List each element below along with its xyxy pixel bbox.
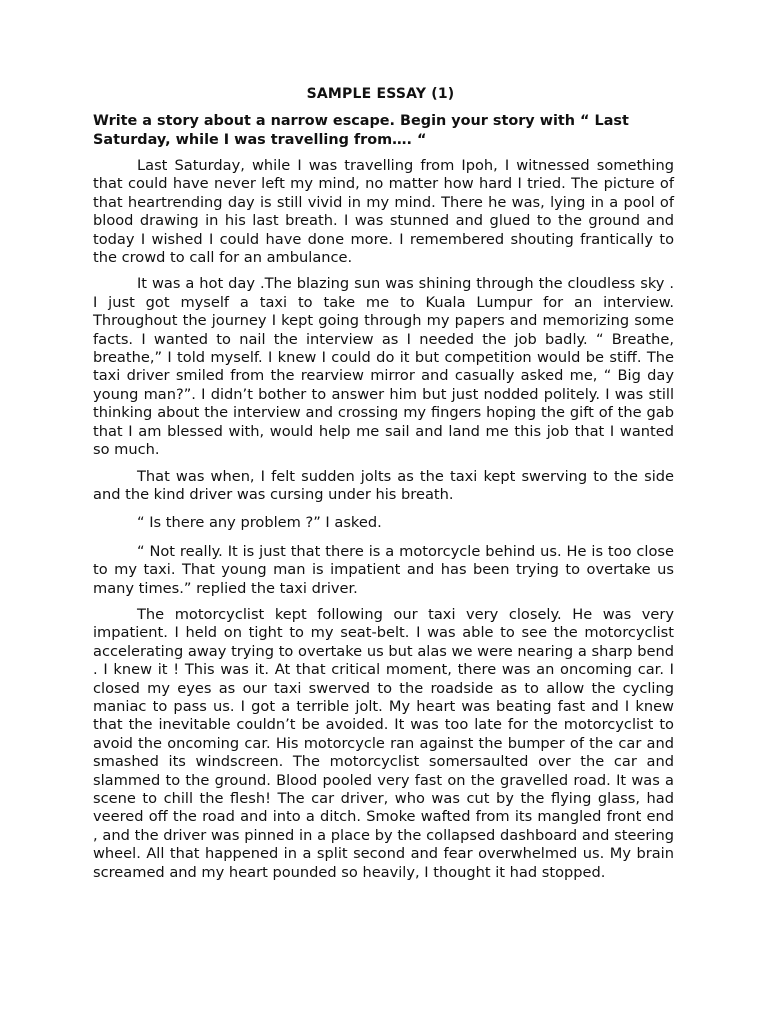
paragraph-1: Last Saturday, while I was travelling from Ipoh, I witnessed something that could have never left my mind, no matter how hard I tried. The picture of that heartrending day is still vivid in my mind. There he was, lying in a pool of blood drawing in his last breath. I was stunned and glued to the ground and today I wished I could have done more. I remembered shouting frantically to the crowd to call for an ambulance. bbox=[93, 157, 674, 267]
paragraph-3: That was when, I felt sudden jolts as the taxi kept swerving to the side and the kind driver was cursing under his breath. bbox=[93, 467, 674, 503]
paragraph-4: “ Is there any problem ?” I asked. bbox=[137, 514, 382, 532]
paragraph-2: It was a hot day .The blazing sun was shining through the cloudless sky . I just got myself a taxi to take me to Kuala Lumpur for an interview. Throughout the journey I kept going through my papers and memorizing some facts. I wanted to nail the interview as I needed the job badly. “ Breathe, breathe,” I told myself. I knew I could do it but competition would be stiff. The taxi driver smiled from the rearview mirror and casually asked me, “ Big day young man?”. I didn’t bother to answer him but just nodded politely. I was still thinking about the interview and crossing my fingers hoping the gift of the gab that I am blessed with, would help me sail and land me this job that I wanted so much. bbox=[93, 275, 674, 459]
essay-prompt: Write a story about a narrow escape. Begin your story with “ Last Saturday, while I was travelling from…. “ bbox=[93, 113, 629, 148]
document-title: SAMPLE ESSAY (1) bbox=[306, 86, 455, 102]
paragraph-6: The motorcyclist kept following our taxi very closely. He was very impatient. I held on tight to my seat-belt. I was able to see the motorcyclist accelerating away trying to overtake us but alas we were nearing a sharp bend . I knew it ! This was it. At that critical moment, there was an oncoming car. I closed my eyes as our taxi swerved to the roadside as to allow the cycling maniac to pass us. I got a terrible jolt. My heart was beating fast and I knew that the inevitable couldn’t be avoided. It was too late for the motorcyclist to avoid the oncoming car. His motorcycle ran against the bumper of the car and smashed its windscreen. The motorcyclist somersaulted over the car and slammed to the ground. Blood pooled very fast on the gravelled road. It was a scene to chill the flesh! The car driver, who was cut by the flying glass, had veered off the road and into a ditch. Smoke wafted from its mangled front end , and the driver was pinned in a place by the collapsed dashboard and steering wheel. All that happened in a split second and fear overwhelmed us. My brain screamed and my heart pounded so heavily, I thought it had stopped. bbox=[93, 605, 674, 881]
paragraph-5: “ Not really. It is just that there is a motorcycle behind us. He is too close to my taxi. That young man is impatient and has been trying to overtake us many times.” replied the taxi driver. bbox=[93, 542, 674, 597]
